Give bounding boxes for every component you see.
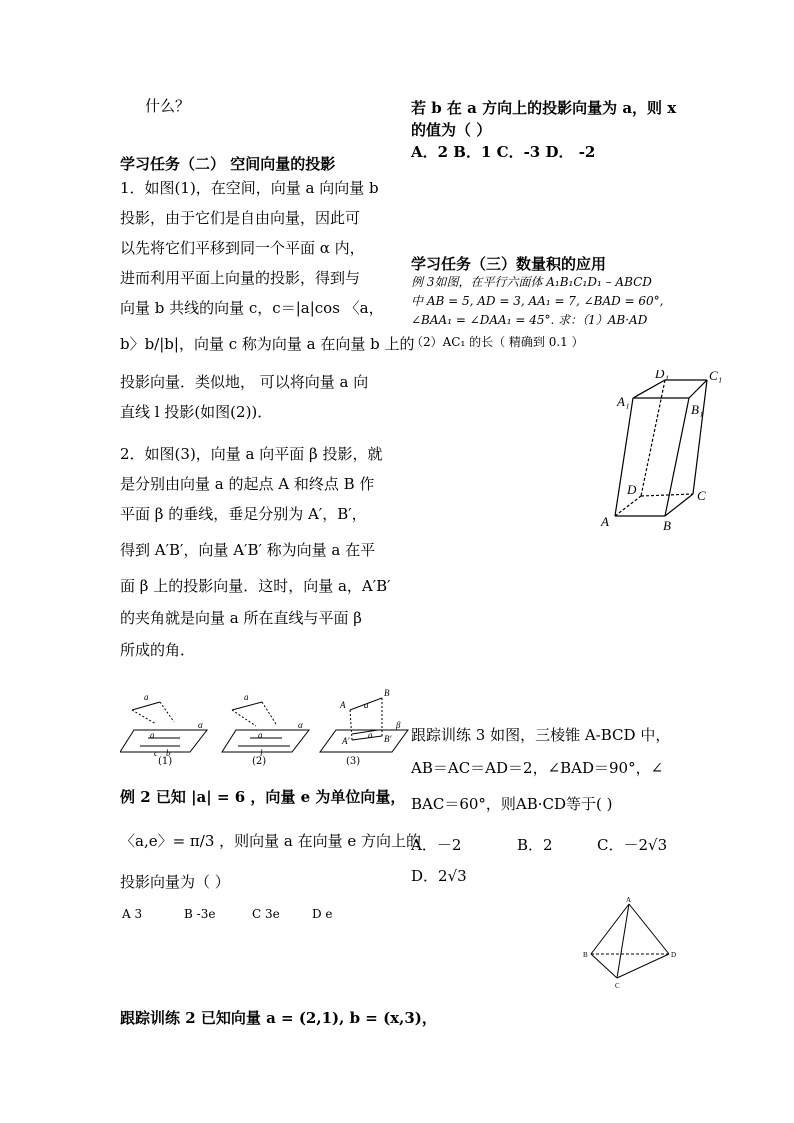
example2-line: 〈a,e〉= π/3 ，则向量 a 在向量 e 方向上的 <box>120 832 422 850</box>
p2-line: 的夹角就是向量 a 所在直线与平面 β <box>120 609 362 627</box>
label-D1: D₁ <box>655 370 669 381</box>
svg-text:A′: A′ <box>342 736 350 746</box>
example3-line: （2）AC₁ 的长（ 精确到 0.1 ） <box>411 335 584 349</box>
p1-line: 投影向量．类似地， 可以将向量 a 向 <box>120 373 369 391</box>
svg-text:a: a <box>150 730 155 740</box>
option: C 3e <box>252 907 280 921</box>
track2-options: A．2 B．1 C．-3 D． -2 <box>411 143 596 161</box>
example3-line: ∠BAA₁ = ∠DAA₁ = 45°. 求：（1）AB·AD <box>411 313 648 327</box>
p1-line: 向量 b 共线的向量 c，c＝|a|cos 〈a， <box>120 299 384 317</box>
svg-text:a: a <box>368 730 373 740</box>
label-C: C <box>615 982 620 990</box>
svg-text:B′: B′ <box>384 734 392 744</box>
svg-text:B: B <box>384 688 390 698</box>
svg-text:α: α <box>198 720 203 730</box>
track3-line: BAC＝60°，则AB·CD等于( ) <box>411 795 613 813</box>
option: D e <box>312 907 333 921</box>
p1-line: 进而利用平面上向量的投影，得到与 <box>120 269 361 287</box>
example3-line: 中 AB = 5, AD = 3, AA₁ = 7, ∠BAD = 60°, <box>411 294 664 308</box>
label-C: C <box>697 488 706 503</box>
p2-line: 平面 β 的垂线，垂足分别为 A′，B′， <box>120 505 367 523</box>
label-C1: C₁ <box>709 370 723 383</box>
label-A1: A₁ <box>617 394 630 409</box>
option: B -3e <box>184 907 216 921</box>
example2-line: 投影向量为（ ） <box>120 873 230 891</box>
option: D．2√3 <box>411 867 467 885</box>
fig-label: (2) <box>252 756 267 767</box>
track3-line: AB＝AC＝AD＝2，∠BAD＝90°，∠ <box>411 759 664 777</box>
parallelepiped-figure <box>597 370 727 530</box>
label-B1: B₁ <box>691 402 704 417</box>
svg-text:c: c <box>154 748 158 758</box>
svg-text:a: a <box>144 692 149 702</box>
example3-line: 例 3如图，在平行六面体 A₁B₁C₁D₁ – ABCD <box>411 275 652 289</box>
track2-cont: 若 b 在 a 方向上的投影向量为 a，则 x <box>411 99 677 117</box>
option: C．－2√3 <box>597 836 668 854</box>
label-A: A <box>626 896 632 904</box>
p1-line: b〉b/|b|，向量 c 称为向量 a 在向量 b 上的 <box>120 335 415 353</box>
label-D: D <box>627 482 637 497</box>
p2-line: 所成的角． <box>120 641 196 659</box>
option: B．2 <box>517 836 553 854</box>
track2-line: 跟踪训练 2 已知向量 a = (2,1), b = (x,3)， <box>120 1009 437 1027</box>
p2-line: 得到 A′B′，向量 A′B′ 称为向量 a 在平 <box>120 541 376 559</box>
p2-line: 是分别由向量 a 的起点 A 和终点 B 作 <box>120 475 375 493</box>
label-D: D <box>671 951 677 959</box>
label-A: A <box>601 514 609 529</box>
svg-text:a: a <box>364 700 369 710</box>
p1-line: 1．如图(1)，在空间，向量 a 向向量 b <box>120 179 379 197</box>
track3-line: 跟踪训练 3 如图，三棱锥 A-BCD 中， <box>411 726 671 744</box>
intro-tail: 什么？ <box>145 97 191 115</box>
svg-text:a: a <box>244 692 249 702</box>
projection-figures <box>120 680 410 762</box>
svg-text:a: a <box>258 730 263 740</box>
svg-text:A: A <box>340 700 346 710</box>
svg-text:l: l <box>260 748 263 758</box>
p2-line: 2．如图(3)，向量 a 向平面 β 投影，就 <box>120 445 383 463</box>
svg-text:β: β <box>396 720 401 730</box>
label-B: B <box>583 951 588 959</box>
option: A 3 <box>122 907 143 921</box>
p2-line: 面 β 上的投影向量．这时，向量 a，A′B′ <box>120 577 391 595</box>
svg-text:b: b <box>166 748 171 758</box>
example2-line: 例 2 已知 |a| = 6 ，向量 e 为单位向量， <box>120 788 406 806</box>
option: A．－2 <box>411 836 462 854</box>
pyramid-figure <box>581 896 681 992</box>
fig-label: (3) <box>346 756 361 767</box>
track2-cont: 的值为（ ） <box>411 121 492 139</box>
task3-title: 学习任务（三）数量积的应用 <box>411 255 607 273</box>
label-B: B <box>663 518 671 530</box>
task2-title: 学习任务（二） 空间向量的投影 <box>120 155 336 173</box>
fig-label: (1) <box>158 756 173 767</box>
svg-text:α: α <box>298 720 303 730</box>
p1-line: 直线 l 投影(如图(2))． <box>120 403 273 421</box>
p1-line: 以先将它们平移到同一个平面 α 内， <box>120 239 365 257</box>
p1-line: 投影，由于它们是自由向量，因此可 <box>120 209 361 227</box>
